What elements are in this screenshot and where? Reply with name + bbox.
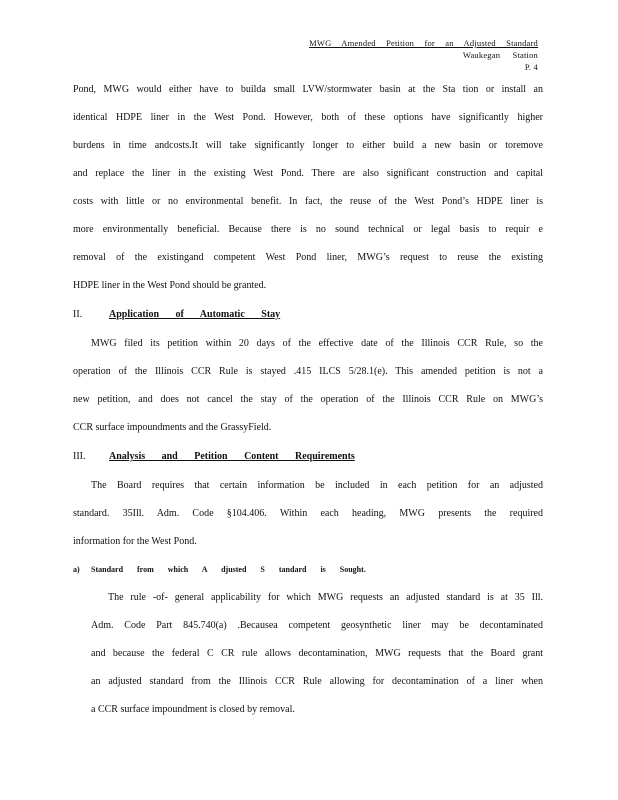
text-line: The Board requires that certain information be included in each petition for an adjusted xyxy=(91,480,543,491)
subsection-label: a) xyxy=(73,565,80,574)
text-line: MWG filed its petition within 20 days of the effective date of the Illinois CCR Rule, so the xyxy=(91,338,543,349)
text-line: an adjusted standard from the Illinois CCR Rule allowing for decontamination of a liner when xyxy=(91,676,543,687)
text-line: Adm. Code Part 845.740(a) .Becausea competent geosynthetic liner may be decontaminated xyxy=(91,620,543,631)
text-line: new petition, and does not cancel the stay of the operation of the Illinois CCR Rule on MWG’s xyxy=(73,394,543,405)
text-line: a CCR surface impoundment is closed by removal. xyxy=(91,704,295,715)
subsection-heading-a xyxy=(73,565,366,574)
text-line: CCR surface impoundments and the GrassyField. xyxy=(73,422,272,433)
section-title: Analysis and Petition Content Requirements xyxy=(109,451,355,462)
section-number: III. xyxy=(73,451,86,462)
section-title: Application of Automatic Stay xyxy=(109,309,281,320)
subsection-title: Standard from which A djusted S tandard is Sought. xyxy=(91,565,366,574)
text-line: burdens in time andcosts.It will take significantly longer to either build a new basin or toremove xyxy=(73,140,543,151)
text-line: more environmentally beneficial. Because there is no sound technical or legal basis to requir e xyxy=(73,224,543,235)
text-line: The rule -of- general applicability for which MWG requests an adjusted standard is at 35 Ill. xyxy=(108,592,543,603)
text-line: identical HDPE liner in the West Pond. However, both of these options have significantly higher xyxy=(73,112,543,123)
page-number: P. 4 xyxy=(524,62,538,72)
section-number: II. xyxy=(73,309,83,320)
text-line: operation of the Illinois CCR Rule is stayed .415 ILCS 5/28.1(e). This amended petition is not a xyxy=(73,366,543,377)
text-line: information for the West Pond. xyxy=(73,536,197,547)
section-heading-ii xyxy=(73,309,293,321)
header-title: MWG Amended Petition for an Adjusted Standard xyxy=(309,38,538,48)
section-heading-iii xyxy=(73,451,377,463)
text-line: HDPE liner in the West Pond should be granted. xyxy=(73,280,267,291)
text-line: removal of the existingand competent West Pond liner, MWG’s request to reuse the existing xyxy=(73,252,543,263)
text-line: and because the federal C CR rule allows decontamination, MWG requests that the Board grant xyxy=(91,648,543,659)
header-station: Waukegan Station xyxy=(462,50,538,60)
text-line: standard. 35Ill. Adm. Code §104.406. Within each heading, MWG presents the required xyxy=(73,508,543,519)
text-line: costs with little or no environmental benefit. In fact, the reuse of the West Pond’s HDPE liner is xyxy=(73,196,543,207)
text-line: and replace the liner in the existing West Pond. There are also significant construction and capital xyxy=(73,168,543,179)
text-line: Pond, MWG would either have to buildа small LVW/stormwater basin at the Sta tion or install an xyxy=(73,84,543,95)
